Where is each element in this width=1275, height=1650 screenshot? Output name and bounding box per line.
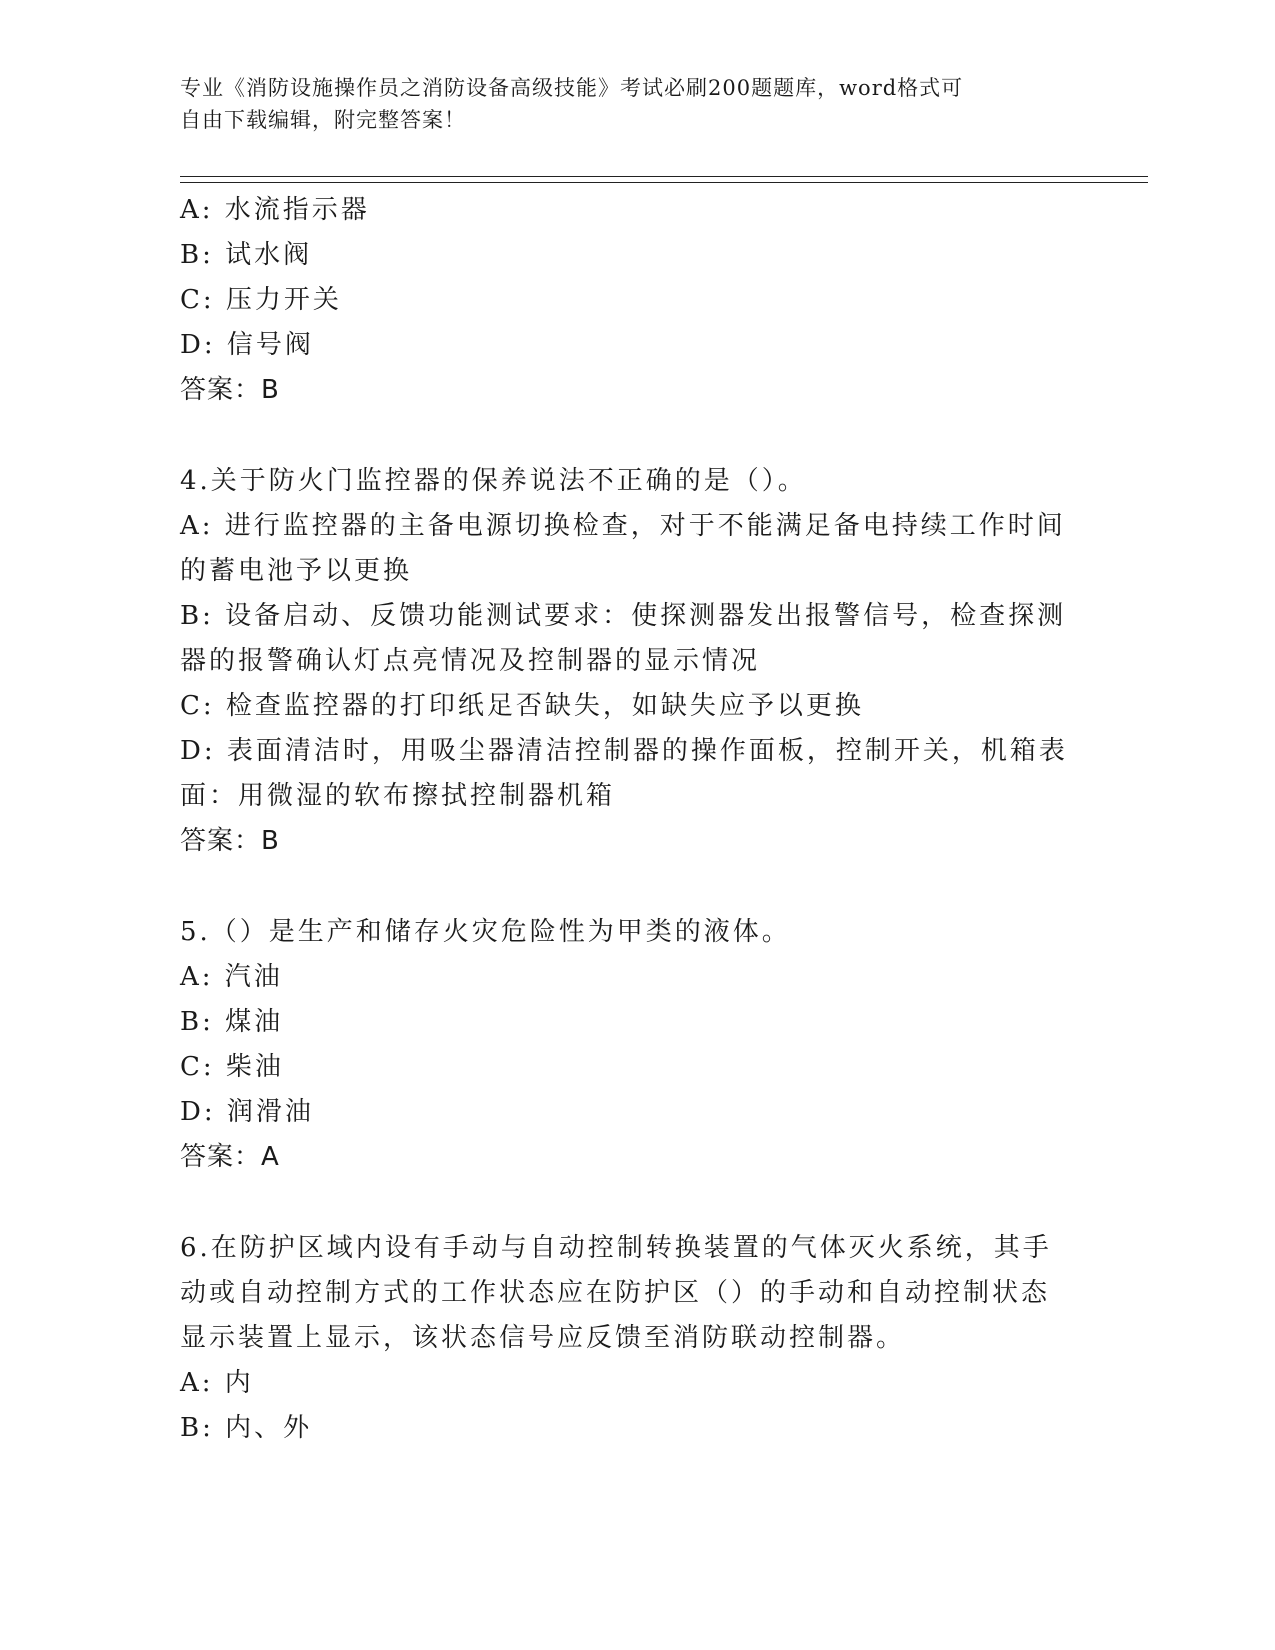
option-d: D: 润滑油 — [180, 1097, 314, 1127]
option-b-line-2: 器的报警确认灯点亮情况及控制器的显示情况 — [180, 646, 761, 676]
option-b: B: 内、外 — [180, 1413, 313, 1443]
question-4 — [180, 459, 1080, 864]
question-list — [180, 188, 1080, 1451]
question-6 — [180, 1226, 1080, 1451]
answer: 答案：A — [180, 1142, 280, 1172]
question-stem: 5.（）是生产和储存火灾危险性为甲类的液体。 — [180, 917, 791, 947]
spacer — [180, 1180, 1080, 1226]
option-a-line-2: 的蓄电池予以更换 — [180, 556, 413, 586]
question-5 — [180, 910, 1080, 1180]
option-a: A: 水流指示器 — [180, 195, 370, 225]
option-b-line-1: B: 设备启动、反馈功能测试要求：使探测器发出报警信号，检查探测 — [180, 601, 1067, 631]
answer: 答案：B — [180, 375, 280, 405]
option-c: C: 压力开关 — [180, 285, 342, 315]
spacer — [180, 413, 1080, 459]
option-d-line-1: D: 表面清洁时，用吸尘器清洁控制器的操作面板，控制开关，机箱表 — [180, 736, 1068, 766]
option-d: D: 信号阀 — [180, 330, 314, 360]
header-line-2: 自由下载编辑，附完整答案！ — [180, 108, 466, 132]
header-line-1: 专业《消防设施操作员之消防设备高级技能》考试必刷200题题库，word格式可 — [180, 76, 964, 100]
option-a: A: 汽油 — [180, 962, 283, 992]
spacer — [180, 864, 1080, 910]
option-a: A: 内 — [180, 1368, 254, 1398]
question-3 — [180, 188, 1080, 413]
answer: 答案：B — [180, 826, 280, 856]
option-d-line-2: 面：用微湿的软布擦拭控制器机箱 — [180, 781, 616, 811]
question-stem-line-2: 动或自动控制方式的工作状态应在防护区（）的手动和自动控制状态 — [180, 1278, 1051, 1308]
question-stem-line-1: 6.在防护区域内设有手动与自动控制转换装置的气体灭火系统，其手 — [180, 1233, 1052, 1263]
header-rule-bottom — [180, 182, 1148, 183]
option-c: C: 检查监控器的打印纸足否缺失，如缺失应予以更换 — [180, 691, 864, 721]
option-b: B: 煤油 — [180, 1007, 284, 1037]
question-stem-line-3: 显示装置上显示，该状态信号应反馈至消防联动控制器。 — [180, 1323, 906, 1353]
question-stem: 4.关于防火门监控器的保养说法不正确的是（）。 — [180, 466, 807, 496]
document-header — [180, 72, 1040, 136]
header-rule-top — [180, 176, 1148, 177]
option-c: C: 柴油 — [180, 1052, 284, 1082]
option-b: B: 试水阀 — [180, 240, 313, 270]
option-a-line-1: A: 进行监控器的主备电源切换检查，对于不能满足备电持续工作时间 — [180, 511, 1066, 541]
